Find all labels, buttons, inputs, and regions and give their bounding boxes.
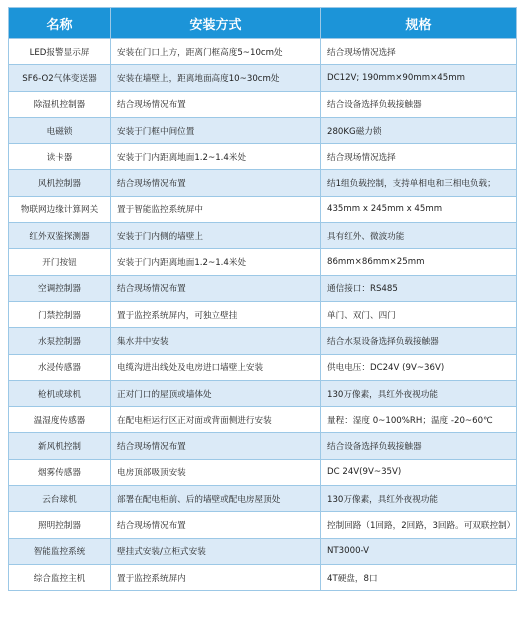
cell-spec: 结合现场情况选择 [321,144,517,170]
cell-spec: 通信接口：RS485 [321,275,517,301]
table-row [9,117,517,143]
cell-spec: 单门、双门、四门 [321,301,517,327]
table-row [9,170,517,196]
cell-name: SF6-O2气体变送器 [9,65,111,91]
header-name: 名称 [9,8,111,39]
table-row [9,354,517,380]
cell-name: 电磁锁 [9,117,111,143]
cell-install-method: 安装于门内距离地面1.2~1.4米处 [111,249,321,275]
cell-name: 新风机控制 [9,433,111,459]
header-spec: 规格 [321,8,517,39]
cell-install-method: 在配电柜运行区正对面或背面侧进行安装 [111,407,321,433]
table-row [9,433,517,459]
cell-spec: 130万像素，具红外夜视功能 [321,380,517,406]
cell-install-method: 安装在门口上方，距离门框高度5~10cm处 [111,39,321,65]
cell-install-method: 结合现场情况布置 [111,433,321,459]
cell-install-method: 安装在墙壁上，距离地面高度10~30cm处 [111,65,321,91]
table-row [9,39,517,65]
cell-install-method: 结合现场情况布置 [111,170,321,196]
cell-name: 烟雾传感器 [9,459,111,485]
table-row [9,512,517,538]
cell-name: 温湿度传感器 [9,407,111,433]
cell-spec: DC12V; 190mm×90mm×45mm [321,65,517,91]
cell-name: 红外双鉴探测器 [9,223,111,249]
header-install-method: 安装方式 [111,8,321,39]
cell-name: 综合监控主机 [9,564,111,590]
cell-name: 水泵控制器 [9,328,111,354]
spec-table-container [8,7,516,591]
cell-name: 智能监控系统 [9,538,111,564]
cell-name: 空调控制器 [9,275,111,301]
table-row [9,275,517,301]
cell-name: 开门按钮 [9,249,111,275]
cell-install-method: 正对门口的屋顶或墙体处 [111,380,321,406]
table-row [9,459,517,485]
cell-install-method: 部署在配电柜前、后的墙壁或配电房屋顶处 [111,486,321,512]
cell-install-method: 安装于门内侧的墙壁上 [111,223,321,249]
cell-install-method: 壁挂式安装/立柜式安装 [111,538,321,564]
cell-install-method: 置于监控系统屏内 [111,564,321,590]
cell-spec: 结合设备选择负载接触器 [321,433,517,459]
table-row [9,301,517,327]
table-row [9,196,517,222]
cell-install-method: 结合现场情况布置 [111,275,321,301]
table-row [9,486,517,512]
cell-name: 门禁控制器 [9,301,111,327]
table-row [9,564,517,590]
cell-spec: 280KG磁力锁 [321,117,517,143]
cell-install-method: 结合现场情况布置 [111,512,321,538]
table-row [9,249,517,275]
table-row [9,65,517,91]
cell-spec: 量程：湿度 0~100%RH；温度 -20~60℃ [321,407,517,433]
cell-spec: 4T硬盘，8口 [321,564,517,590]
cell-spec: 控制回路（1回路，2回路，3回路。可双联控制） [321,512,517,538]
cell-install-method: 电缆沟进出线处及电房进口墙壁上安装 [111,354,321,380]
cell-spec: DC 24V(9V~35V) [321,459,517,485]
table-row [9,144,517,170]
table-row [9,538,517,564]
cell-install-method: 结合现场情况布置 [111,91,321,117]
cell-name: 水浸传感器 [9,354,111,380]
cell-name: 除湿机控制器 [9,91,111,117]
cell-spec: 结合水泵设备选择负载接触器 [321,328,517,354]
cell-install-method: 置于监控系统屏内，可独立壁挂 [111,301,321,327]
table-body [9,39,517,591]
cell-spec: 结合设备选择负载接触器 [321,91,517,117]
table-row [9,407,517,433]
table-row [9,223,517,249]
cell-name: 枪机或球机 [9,380,111,406]
cell-name: 云台球机 [9,486,111,512]
cell-install-method: 集水井中安装 [111,328,321,354]
cell-install-method: 安装于门框中间位置 [111,117,321,143]
table-row [9,91,517,117]
installation-spec-table [8,7,517,591]
cell-spec: 结1组负载控制，支持单相电和三相电负载； [321,170,517,196]
cell-spec: 具有红外、微波功能 [321,223,517,249]
table-row [9,328,517,354]
cell-spec: NT3000-V [321,538,517,564]
cell-install-method: 置于智能监控系统屏中 [111,196,321,222]
cell-spec: 供电电压：DC24V (9V~36V) [321,354,517,380]
cell-spec: 130万像素，具红外夜视功能 [321,486,517,512]
cell-install-method: 电房顶部吸顶安装 [111,459,321,485]
cell-spec: 435mm x 245mm x 45mm [321,196,517,222]
cell-install-method: 安装于门内距离地面1.2~1.4米处 [111,144,321,170]
cell-name: 风机控制器 [9,170,111,196]
table-row [9,380,517,406]
cell-spec: 86mm×86mm×25mm [321,249,517,275]
table-header-row [9,8,517,39]
cell-name: LED报警显示屏 [9,39,111,65]
cell-name: 读卡器 [9,144,111,170]
cell-name: 照明控制器 [9,512,111,538]
cell-spec: 结合现场情况选择 [321,39,517,65]
cell-name: 物联网边缘计算网关 [9,196,111,222]
